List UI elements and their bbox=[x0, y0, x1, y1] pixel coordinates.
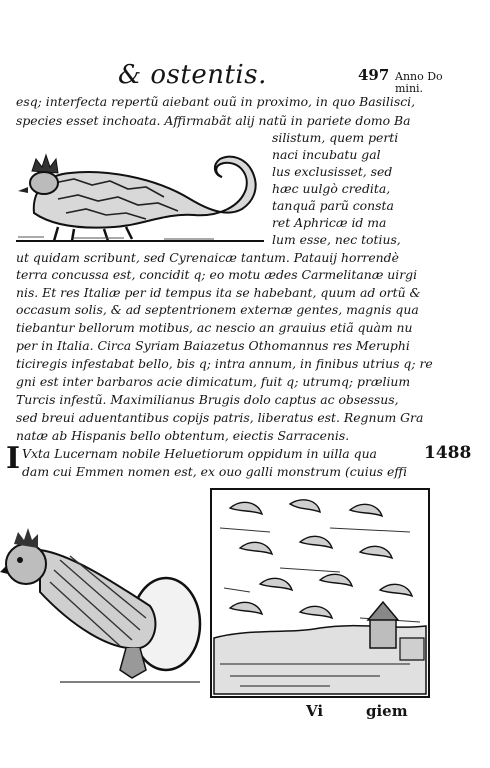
egg-creature-woodcut bbox=[0, 520, 204, 690]
margin-note-anno-domini: Anno Do mini. bbox=[395, 70, 443, 95]
running-head: & ostentis. bbox=[118, 60, 267, 90]
text-line: gni est inter barbaros acie dimicatum, fuit q; utrumq; prælium bbox=[16, 374, 411, 389]
text-line: dam cui Emmen nomen est, ex ouo galli monstrum (cuius effi bbox=[22, 464, 408, 479]
text-line: lus exclusisset, sed bbox=[272, 164, 393, 179]
text-line: natæ ab Hispanis bello obtentum, eiectis Sarracenis. bbox=[16, 428, 350, 443]
birds-over-town-woodcut bbox=[210, 488, 430, 698]
text-line: ret Aphricæ id ma bbox=[272, 215, 387, 230]
text-line: tiebantur bellorum motibus, ac nescio an grauius etiã quàm nu bbox=[16, 320, 413, 335]
text-line: lum esse, nec totius, bbox=[272, 232, 401, 247]
catchword-right: giem bbox=[366, 702, 408, 720]
text-line: sed breui aduentantibus copijs patris, liberatus est. Regnum Gra bbox=[16, 410, 424, 425]
margin-year: 1488 bbox=[424, 443, 472, 463]
page-number: 497 bbox=[358, 66, 390, 84]
text-line: ut quidam scribunt, sed Cyrenaicæ tantum. Patauij horrendè bbox=[16, 250, 399, 265]
text-line: per in Italia. Circa Syriam Baiazetus Othomannus res Meruphi bbox=[16, 338, 410, 353]
text-line: Turcis infestũ. Maximilianus Brugis dolo captus ac obsessus, bbox=[16, 392, 399, 407]
text-line: species esset inchoata. Affirmabãt alij natũ in pariete domo Ba bbox=[16, 113, 411, 128]
initial-capital: I bbox=[6, 441, 21, 476]
text-line: esq; interfecta repertũ aiebant ouũ in proximo, in quo Basilisci, bbox=[16, 94, 416, 109]
basilisk-woodcut bbox=[14, 143, 270, 245]
text-line: nis. Et res Italiæ per id tempus ita se habebant, quum ad ortũ & bbox=[16, 285, 421, 300]
text-line: occasum solis, & ad septentrionem externæ gentes, magnis qua bbox=[16, 302, 419, 317]
text-line: silistum, quem perti bbox=[272, 130, 399, 145]
text-line: tanquã parũ consta bbox=[272, 198, 394, 213]
text-line: Vxta Lucernam nobile Heluetiorum oppidum in uilla qua bbox=[22, 446, 377, 461]
text-line: hæc uulgò credita, bbox=[272, 181, 391, 196]
catchword-left: Vi bbox=[306, 702, 324, 720]
text-line: terra concussa est, concidit q; eo motu ædes Carmelitanæ uirgi bbox=[16, 267, 418, 282]
text-line: naci incubatu gal bbox=[272, 147, 381, 162]
text-line: ticiregis infestabat bello, bis q; intra annum, in finibus utrius q; re bbox=[16, 356, 433, 371]
